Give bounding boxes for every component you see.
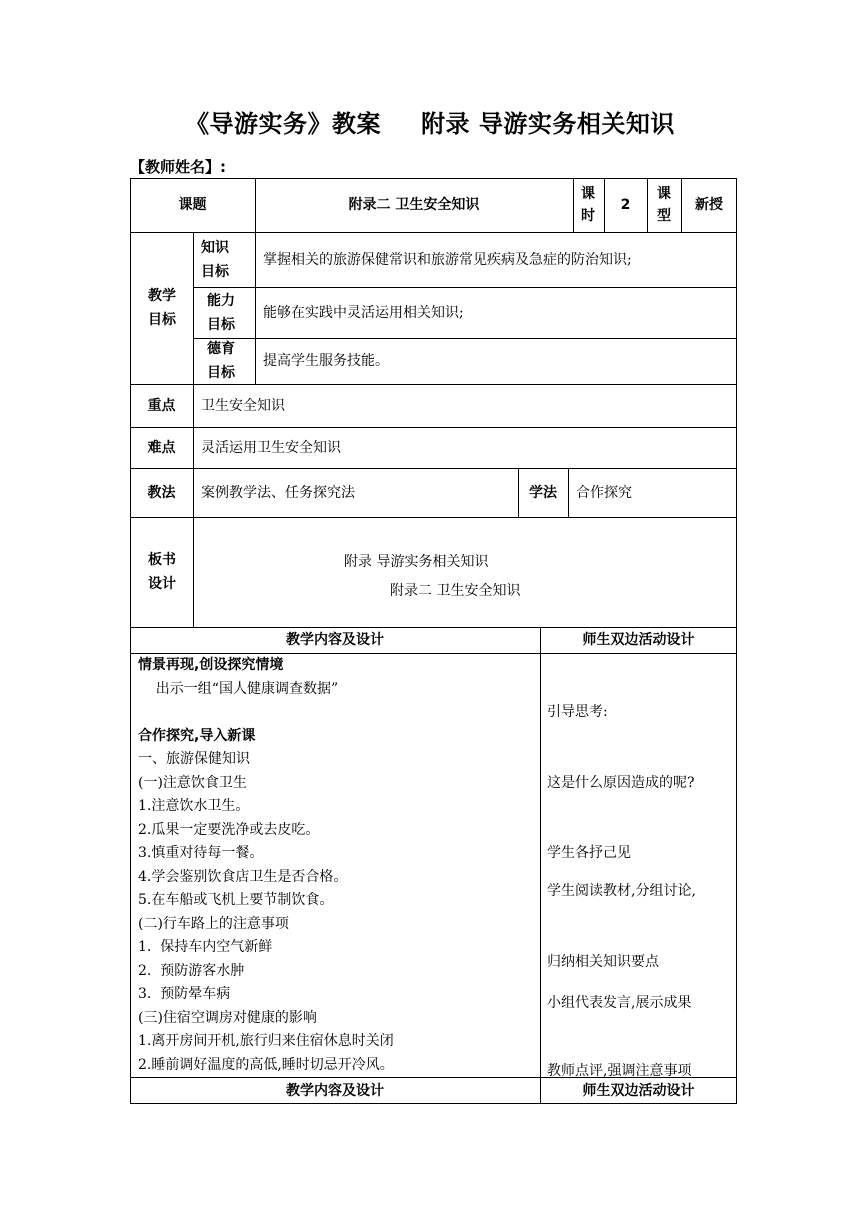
content-line: 1. 保持车内空气新鲜 <box>138 939 273 955</box>
activity-header-repeat: 师生双边活动设计 <box>582 1082 695 1099</box>
content-line: 出示一组“国人健康调查数据” <box>138 680 339 697</box>
content-header-repeat: 教学内容及设计 <box>286 1082 384 1099</box>
content-line: (二)行车路上的注意事项 <box>138 915 289 932</box>
content-line: 3. 预防晕车病 <box>138 986 231 1002</box>
teacher-name-label: 【教师姓名】: <box>130 158 226 176</box>
content-line: 一、旅游保健知识 <box>138 751 250 767</box>
difficulty-label: 难点 <box>147 439 176 456</box>
activity-guide-label: 引导思考: <box>547 704 608 720</box>
content-line: 1.注意饮水卫生。 <box>138 798 250 814</box>
activity-group-text: 小组代表发言,展示成果 <box>547 995 692 1011</box>
activity-guide-question: 这是什么原因造成的呢? <box>547 774 695 791</box>
content-line: 2.睡前调好温度的高低,睡时切忌开冷风。 <box>138 1056 394 1073</box>
hours-label: 课时 <box>581 186 595 224</box>
teaching-method-label: 教法 <box>147 484 176 501</box>
key-point-text: 卫生安全知识 <box>201 397 285 414</box>
activity-reading-line-1: 学生阅读教材,分组讨论, <box>547 883 696 899</box>
objectives-label: 教学目标 <box>148 288 176 328</box>
ability-label: 能力目标 <box>207 293 235 333</box>
content-line: 3.慎重对待每一餐。 <box>138 845 264 861</box>
activity-comment-text: 教师点评,强调注意事项 <box>547 1063 692 1079</box>
content-list <box>138 654 536 1077</box>
knowledge-label: 知识目标 <box>201 240 229 280</box>
divider <box>647 178 648 232</box>
content-line: 情景再现,创设探究情境 <box>138 657 284 673</box>
type-value: 新授 <box>695 197 723 213</box>
content-line: 2. 预防游客水肿 <box>138 962 245 979</box>
board-line-1: 附录 导游实务相关知识 <box>344 554 489 570</box>
study-method-label: 学法 <box>529 484 557 501</box>
content-line: 5.在车船或飞机上要节制饮食。 <box>138 892 334 908</box>
content-line: 合作探究,导入新课 <box>138 727 256 744</box>
content-line <box>138 701 536 725</box>
content-line: (一)注意饮食卫生 <box>138 774 247 791</box>
activity-reading-line-2: 归纳相关知识要点 <box>547 953 659 970</box>
content-line: (三)住宿空调房对健康的影响 <box>138 1009 317 1026</box>
topic-label: 课题 <box>178 197 207 213</box>
type-label: 课型 <box>657 186 671 224</box>
knowledge-text: 掌握相关的旅游保健常识和旅游常见疾病及急症的防治知识; <box>263 251 632 268</box>
title-left: 《导游实务》教案 <box>185 110 382 138</box>
study-method-text: 合作探究 <box>576 484 632 501</box>
moral-label: 德育目标 <box>207 341 235 381</box>
page-title <box>0 104 860 139</box>
topic-value: 附录二 卫生安全知识 <box>348 197 480 213</box>
hours-value: 2 <box>620 197 631 213</box>
moral-text: 提高学生服务技能。 <box>263 353 389 369</box>
ability-text: 能够在实践中灵活运用相关知识; <box>263 304 464 321</box>
divider <box>540 627 541 1104</box>
title-right: 附录 导游实务相关知识 <box>421 110 675 138</box>
activity-guide-answer: 学生各抒己见 <box>547 845 631 861</box>
key-point-label: 重点 <box>147 397 176 414</box>
divider <box>573 178 574 232</box>
activity-header: 师生双边活动设计 <box>582 632 695 648</box>
content-header: 教学内容及设计 <box>286 632 384 648</box>
divider <box>130 517 737 518</box>
board-label: 板书设计 <box>148 552 176 592</box>
content-line: 4.学会鉴别饮食店卫生是否合格。 <box>138 868 348 885</box>
teaching-method-text: 案例教学法、任务探究法 <box>201 484 355 501</box>
content-line: 1.离开房间开机,旅行归来住宿休息时关闭 <box>138 1033 394 1049</box>
board-line-2: 附录二 卫生安全知识 <box>390 583 521 599</box>
difficulty-text: 灵活运用卫生安全知识 <box>201 439 341 456</box>
content-line: 2.瓜果一定要洗净或去皮吃。 <box>138 821 320 838</box>
